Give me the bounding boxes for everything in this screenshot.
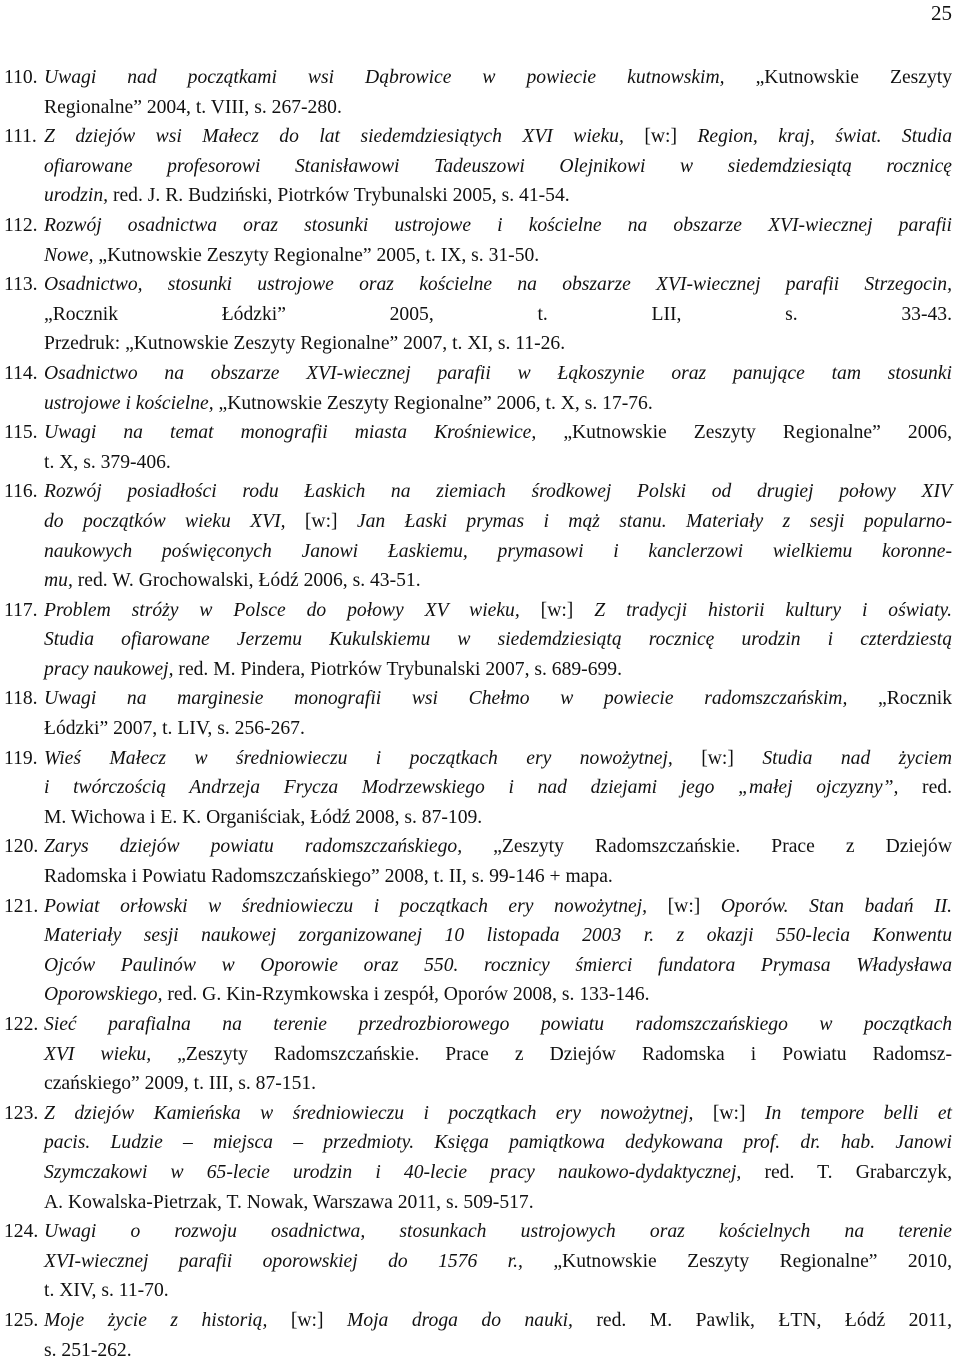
entry-citation-segment: „Rocznik Łódzki” 2005, t. LII, s. 33-43. bbox=[44, 303, 952, 325]
entry-citation-segment: red. M. Pawlik, ŁTN, Łódź 2011, bbox=[572, 1309, 952, 1331]
entry-line bbox=[44, 655, 952, 685]
entry-line bbox=[44, 241, 952, 271]
bibliography-entry bbox=[4, 418, 952, 477]
entry-citation-segment: „Zeszyty Radomszczańskie. Prace z Dziejów bbox=[462, 836, 952, 858]
entry-number: 121. bbox=[4, 895, 39, 917]
entry-title-segment: Z tradycji historii kultury i oświaty. bbox=[594, 599, 953, 621]
bibliography-entry bbox=[4, 744, 952, 833]
entry-line bbox=[44, 1217, 952, 1247]
bibliography-entry bbox=[4, 1010, 952, 1099]
entry-title-segment: Wieś Małecz w średniowieczu i początkach ery nowożytnej, bbox=[44, 747, 673, 769]
entry-citation-segment: red. M. Pindera, Piotrków Trybunalski 2007, s. 689-699. bbox=[173, 658, 622, 680]
bibliography-entry bbox=[4, 596, 952, 685]
entry-line bbox=[44, 181, 952, 211]
entry-citation-segment: Radomska i Powiatu Radomszczańskiego” 2008, t. II, s. 99-146 + mapa. bbox=[44, 866, 613, 888]
entry-text bbox=[44, 418, 952, 477]
entry-line bbox=[44, 1306, 952, 1336]
entry-title-segment: mu, bbox=[44, 570, 73, 592]
entry-title-segment: Powiat orłowski w średniowieczu i początkach ery nowożytnej, bbox=[44, 895, 648, 917]
entry-citation-segment: Łódzki” 2007, t. LIV, s. 256-267. bbox=[44, 718, 305, 740]
entry-line bbox=[44, 1069, 952, 1099]
entry-text bbox=[44, 1217, 952, 1306]
entry-citation-segment: M. Wichowa i E. K. Organiściak, Łódź 2008, s. 87-109. bbox=[44, 806, 483, 828]
entry-title-segment: ofiarowane profesorowi Stanisławowi Tadeuszowi Olejnikowi w siedemdziesiątą rocznicę bbox=[44, 155, 952, 177]
entry-citation-segment: red. bbox=[898, 777, 952, 799]
entry-citation-segment: czańskiego” 2009, t. III, s. 87-151. bbox=[44, 1073, 317, 1095]
page-number: 25 bbox=[931, 1, 952, 25]
entry-title-segment: ustrojowe i kościelne, bbox=[44, 392, 214, 414]
bibliography-list bbox=[0, 63, 960, 1365]
entry-title-segment: Sieć parafialna na terenie przedrozbiorowego powiatu radomszczańskiego w początkach bbox=[44, 1014, 952, 1035]
entry-citation-segment: „Zeszyty Radomszczańskie. Prace z Dziejów Radomska i Powiatu Radomsz- bbox=[151, 1043, 952, 1065]
entry-line bbox=[44, 862, 952, 892]
entry-text bbox=[44, 684, 952, 743]
entry-title-segment: Rozwój osadnictwa oraz stosunki ustrojowe i kościelne na obszarze XVI-wiecznej parafii bbox=[44, 214, 952, 236]
bibliography-entry bbox=[4, 211, 952, 270]
entry-line bbox=[44, 93, 952, 123]
entry-line bbox=[44, 892, 952, 922]
entry-line bbox=[44, 832, 952, 862]
entry-text bbox=[44, 892, 952, 1010]
entry-text bbox=[44, 63, 952, 122]
entry-title-segment: Moja droga do nauki, bbox=[347, 1309, 573, 1331]
entry-number: 120. bbox=[4, 836, 39, 858]
entry-line bbox=[44, 1010, 952, 1040]
entry-number: 112. bbox=[4, 214, 38, 236]
entry-line bbox=[44, 773, 952, 803]
entry-line bbox=[44, 1188, 952, 1218]
bibliography-entry bbox=[4, 832, 952, 891]
entry-citation-segment: red. G. Kin-Rzymkowska i zespół, Oporów 2008, s. 133-146. bbox=[162, 984, 650, 1006]
entry-text bbox=[44, 1099, 952, 1217]
entry-citation-segment: „Kutnowskie Zeszyty Regionalne” 2010, bbox=[522, 1250, 953, 1272]
entry-title-segment: Oporowskiego, bbox=[44, 984, 163, 1006]
bibliography-entry bbox=[4, 1217, 952, 1306]
entry-text bbox=[44, 832, 952, 891]
entry-title-segment: Studia ofiarowane Jerzemu Kukulskiemu w siedemdziesiątą rocznicę urodzin i czterdziestą bbox=[44, 629, 952, 651]
entry-number: 119. bbox=[4, 747, 38, 769]
entry-text bbox=[44, 122, 952, 211]
entry-title-segment: Oporów. Stan badań II. bbox=[720, 895, 953, 917]
entry-line bbox=[44, 1247, 952, 1277]
entry-citation-segment: [w:] bbox=[285, 510, 357, 532]
bibliography-entry bbox=[4, 892, 952, 1010]
entry-line bbox=[44, 566, 952, 596]
entry-citation-segment: red. W. Grochowalski, Łódź 2006, s. 43-51. bbox=[72, 570, 421, 592]
bibliography-entry bbox=[4, 1099, 952, 1217]
entry-title-segment: Problem stróży w Polsce do połowy XV wieku, bbox=[44, 599, 520, 621]
entry-citation-segment: s. 251-262. bbox=[44, 1339, 132, 1361]
entry-line bbox=[44, 63, 952, 93]
entry-line bbox=[44, 625, 952, 655]
entry-number: 110. bbox=[4, 67, 38, 88]
entry-line bbox=[44, 1336, 952, 1366]
entry-citation-segment: „Kutnowskie Zeszyty Regionalne” 2006, t. X, s. 17-76. bbox=[213, 392, 653, 414]
entry-citation-segment: Regionalne” 2004, t. VIII, s. 267-280. bbox=[44, 96, 342, 118]
entry-line bbox=[44, 152, 952, 182]
entry-line bbox=[44, 951, 952, 981]
entry-line bbox=[44, 714, 952, 744]
entry-title-segment: Rozwój posiadłości rodu Łaskich na ziemiach środkowej Polski od drugiej połowy XIV bbox=[44, 481, 952, 503]
entry-citation-segment: „Kutnowskie Zeszyty bbox=[724, 67, 952, 88]
entry-text bbox=[44, 596, 952, 685]
entry-number: 114. bbox=[4, 362, 38, 384]
bibliography-entry bbox=[4, 1306, 952, 1365]
entry-citation-segment: [w:] bbox=[693, 1102, 765, 1124]
entry-line bbox=[44, 211, 952, 241]
entry-number: 113. bbox=[4, 274, 38, 296]
entry-line bbox=[44, 1099, 952, 1129]
entry-line bbox=[44, 980, 952, 1010]
entry-title-segment: XVI-wiecznej parafii oporowskiej do 1576 r., bbox=[44, 1250, 523, 1272]
entry-text bbox=[44, 359, 952, 418]
entry-text bbox=[44, 270, 952, 359]
entry-title-segment: Z dziejów Kamieńska w średniowieczu i początkach ery nowożytnej, bbox=[44, 1102, 694, 1124]
entry-line bbox=[44, 684, 952, 714]
entry-title-segment: Zarys dziejów powiatu radomszczańskiego, bbox=[44, 836, 463, 858]
entry-line bbox=[44, 537, 952, 567]
entry-title-segment: Moje życie z historią, bbox=[44, 1309, 268, 1331]
bibliography-entry bbox=[4, 270, 952, 359]
entry-title-segment: In tempore belli et bbox=[764, 1102, 952, 1124]
entry-line bbox=[44, 329, 952, 359]
entry-citation-segment: [w:] bbox=[672, 747, 763, 769]
entry-line bbox=[44, 122, 952, 152]
entry-title-segment: Osadnictwo na obszarze XVI-wiecznej parafii w Łąkoszynie oraz panujące tam stosunki bbox=[44, 362, 952, 384]
entry-citation-segment: [w:] bbox=[267, 1309, 347, 1331]
entry-number: 117. bbox=[4, 599, 38, 621]
bibliography-entry bbox=[4, 63, 952, 122]
entry-title-segment: i twórczością Andrzeja Frycza Modrzewskiego i nad dziejami jego „małej ojczyzny”, bbox=[44, 777, 899, 799]
entry-line bbox=[44, 448, 952, 478]
entry-line bbox=[44, 1276, 952, 1306]
entry-citation-segment: [w:] bbox=[623, 126, 698, 148]
entry-title-segment: pracy naukowej, bbox=[44, 658, 174, 680]
entry-text bbox=[44, 744, 952, 833]
entry-line bbox=[44, 921, 952, 951]
entry-citation-segment: „Kutnowskie Zeszyty Regionalne” 2005, t. IX, s. 31-50. bbox=[93, 244, 540, 266]
entry-citation-segment: A. Kowalska-Pietrzak, T. Nowak, Warszawa 2011, s. 509-517. bbox=[44, 1191, 534, 1213]
entry-citation-segment: „Rocznik bbox=[847, 688, 952, 710]
entry-title-segment: Region, kraj, świat. Studia bbox=[697, 126, 952, 148]
entry-text bbox=[44, 1306, 952, 1365]
entry-line bbox=[44, 418, 952, 448]
entry-line bbox=[44, 1128, 952, 1158]
entry-citation-segment: „Kutnowskie Zeszyty Regionalne” 2006, bbox=[536, 422, 952, 444]
bibliography-entry bbox=[4, 359, 952, 418]
entry-number: 111. bbox=[4, 126, 37, 148]
entry-citation-segment: Przedruk: „Kutnowskie Zeszyty Regionalne” 2007, t. XI, s. 11-26. bbox=[44, 333, 566, 355]
bibliography-entry bbox=[4, 477, 952, 595]
entry-title-segment: Osadnictwo, stosunki ustrojowe oraz kościelne na obszarze XVI-wiecznej parafii Strzegocin, bbox=[44, 274, 952, 296]
entry-title-segment: Studia nad życiem bbox=[762, 747, 952, 769]
entry-title-segment: XVI wieku, bbox=[44, 1043, 152, 1065]
entry-title-segment: Jan Łaski prymas i mąż stanu. Materiały z sesji popularno- bbox=[356, 510, 953, 532]
entry-citation-segment: t. X, s. 379-406. bbox=[44, 451, 171, 473]
entry-title-segment: Uwagi na marginesie monografii wsi Chełmo w powiecie radomszczańskim, bbox=[44, 688, 848, 710]
entry-text bbox=[44, 211, 952, 270]
entry-number: 124. bbox=[4, 1221, 39, 1243]
entry-number: 118. bbox=[4, 688, 38, 710]
entry-line bbox=[44, 477, 952, 507]
entry-line bbox=[44, 270, 952, 300]
entry-line bbox=[44, 1158, 952, 1188]
entry-title-segment: Uwagi na temat monografii miasta Krośniewice, bbox=[44, 422, 537, 444]
entry-title-segment: do początków wieku XVI, bbox=[44, 510, 286, 532]
entry-number: 125. bbox=[4, 1309, 39, 1331]
entry-line bbox=[44, 359, 952, 389]
entry-number: 116. bbox=[4, 481, 38, 503]
entry-line bbox=[44, 507, 952, 537]
entry-title-segment: Z dziejów wsi Małecz do lat siedemdziesiątych XVI wieku, bbox=[44, 126, 624, 148]
bibliography-entry bbox=[4, 684, 952, 743]
entry-title-segment: Szymczakowi w 65-lecie urodzin i 40-lecie pracy naukowo-dydaktycznej, bbox=[44, 1161, 742, 1183]
entry-line bbox=[44, 596, 952, 626]
entry-title-segment: Materiały sesji naukowej zorganizowanej 10 listopada 2003 r. z okazji 550-lecia Konwentu bbox=[44, 925, 952, 947]
entry-citation-segment: [w:] bbox=[647, 895, 721, 917]
entry-citation-segment: red. J. R. Budziński, Piotrków Trybunalski 2005, s. 41-54. bbox=[108, 185, 570, 207]
entry-line bbox=[44, 803, 952, 833]
entry-line bbox=[44, 744, 952, 774]
entry-title-segment: urodzin, bbox=[44, 185, 109, 207]
entry-number: 122. bbox=[4, 1014, 39, 1035]
entry-text bbox=[44, 477, 952, 595]
entry-line bbox=[44, 389, 952, 419]
entry-title-segment: Ojców Paulinów w Oporowie oraz 550. rocznicy śmierci fundatora Prymasa Władysława bbox=[44, 954, 952, 976]
entry-line bbox=[44, 300, 952, 330]
entry-number: 123. bbox=[4, 1102, 39, 1124]
entry-title-segment: pacis. Ludzie – miejsca – przedmioty. Księga pamiątkowa dedykowana prof. dr. hab. Janowi bbox=[44, 1132, 952, 1154]
entry-citation-segment: t. XIV, s. 11-70. bbox=[44, 1280, 169, 1302]
entry-title-segment: Nowe, bbox=[44, 244, 94, 266]
entry-citation-segment: red. T. Grabarczyk, bbox=[741, 1161, 953, 1183]
entry-title-segment: naukowych poświęconych Janowi Łaskiemu, prymasowi i kanclerzowi wielkiemu koronne- bbox=[44, 540, 952, 562]
entry-line bbox=[44, 1040, 952, 1070]
entry-text bbox=[44, 1010, 952, 1099]
bibliography-entry bbox=[4, 122, 952, 211]
entry-number: 115. bbox=[4, 422, 38, 444]
entry-citation-segment: [w:] bbox=[519, 599, 595, 621]
entry-title-segment: Uwagi o rozwoju osadnictwa, stosunkach ustrojowych oraz kościelnych na terenie bbox=[44, 1221, 952, 1243]
entry-title-segment: Uwagi nad początkami wsi Dąbrowice w powiecie kutnowskim, bbox=[44, 67, 725, 88]
